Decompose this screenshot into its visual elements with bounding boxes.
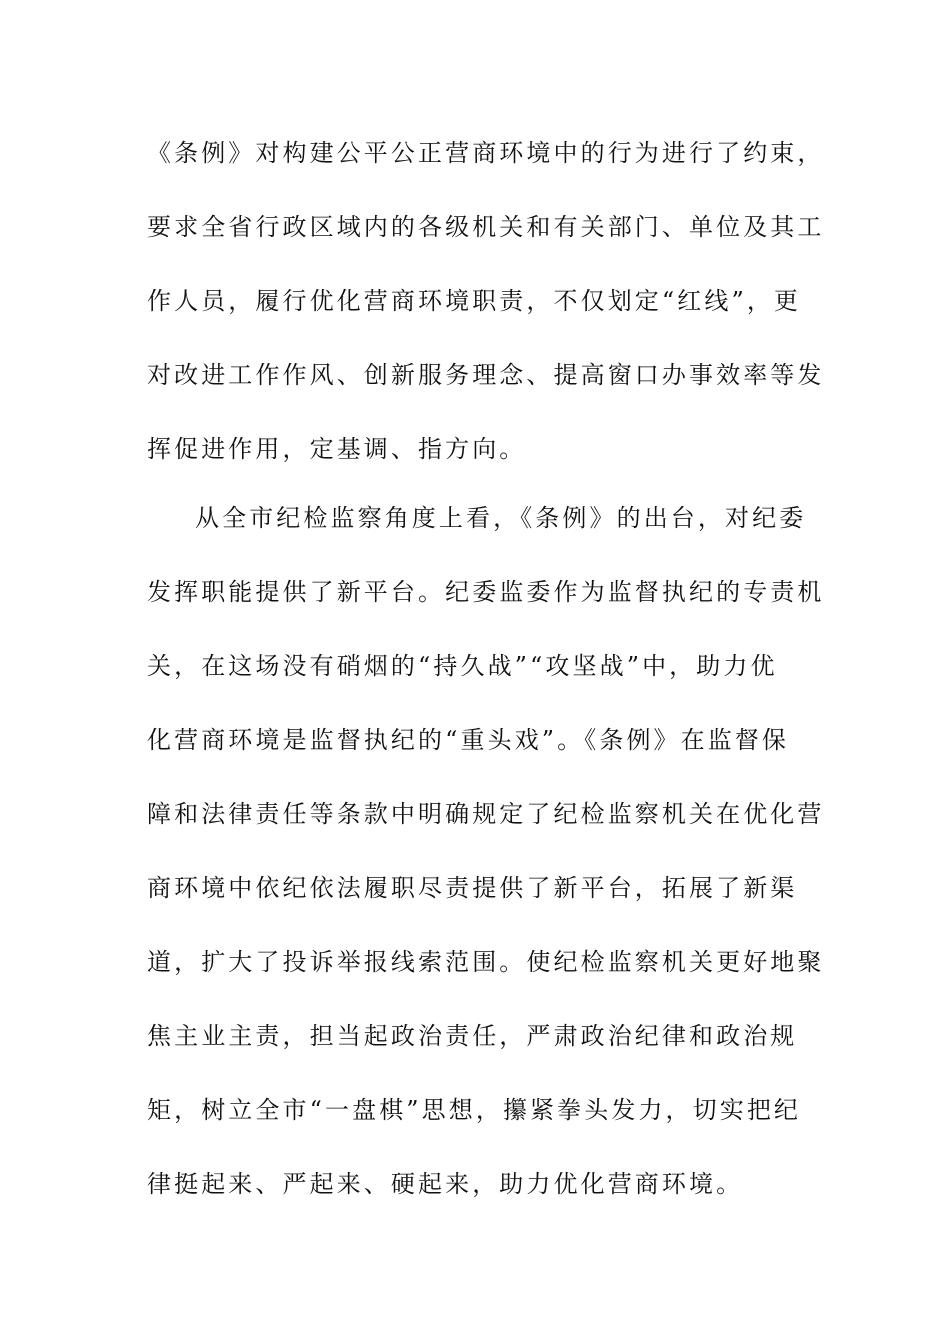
text-line: 作人员，履行优化营商环境职责，不仅划定“红线”，更 (147, 287, 802, 315)
text-line: 发挥职能提供了新平台。纪委监委作为监督执纪的专责机 (147, 578, 825, 606)
text-line: 对改进工作作风、创新服务理念、提高窗口办事效率等发 (147, 361, 825, 389)
text-line: 化营商环境是监督执纪的“重头戏”。《条例》在监督保 (147, 726, 790, 754)
text-line: 障和法律责任等条款中明确规定了纪检监察机关在优化营 (147, 800, 825, 828)
text-line: 从全市纪检监察角度上看，《条例》的出台，对纪委 (195, 504, 807, 532)
text-line: 关，在这场没有硝烟的“持久战”“攻坚战”中，助力优 (147, 652, 778, 680)
text-line: 道，扩大了投诉举报线索范围。使纪检监察机关更好地聚 (147, 948, 825, 976)
text-line: 律挺起来、严起来、硬起来，助力优化营商环境。 (147, 1170, 744, 1198)
text-line: 《条例》对构建公平公正营商环境中的行为进行了约束， (147, 139, 825, 167)
text-line: 要求全省行政区域内的各级机关和有关部门、单位及其工 (147, 213, 825, 241)
text-line: 焦主业主责，担当起政治责任，严肃政治纪律和政治规 (147, 1022, 798, 1050)
text-line: 矩，树立全市“一盘棋”思想，攥紧拳头发力，切实把纪 (147, 1096, 802, 1124)
text-line: 挥促进作用，定基调、指方向。 (147, 435, 527, 463)
text-line: 商环境中依纪依法履职尽责提供了新平台，拓展了新渠 (147, 874, 798, 902)
